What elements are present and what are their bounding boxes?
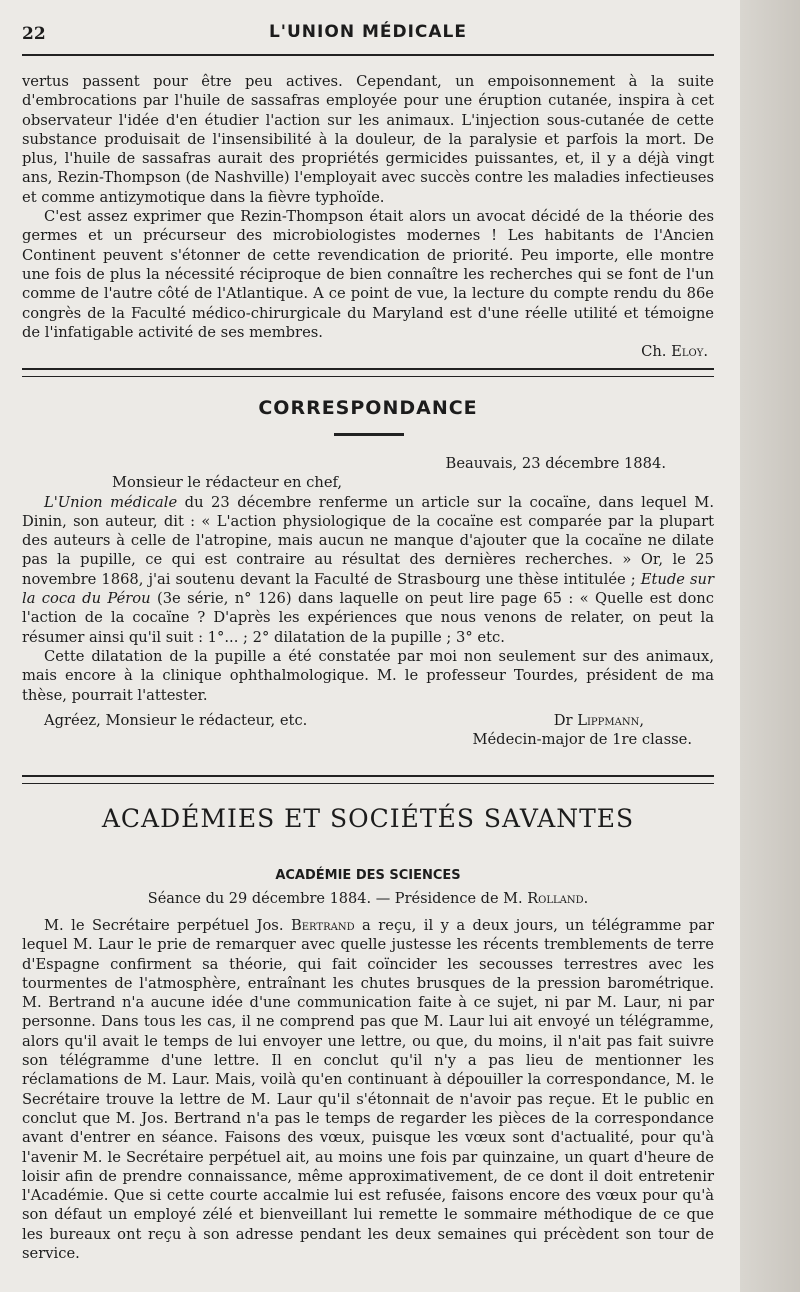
journal-page [22, 0, 714, 1292]
intro-paragraph-1: vertus passent pour être peu actives. Cependant, un empoisonnement à la suite d'embrocations par l'huile de sassafras employée pour une éruption cutanée, inspira à cet observateur l'idée d'en étudier l'action sur les animaux. L'injection sous-cutanée de cette substance produisait de l'insensibilité à la douleur, de la paralysie et parfois la mort. De plus, l'huile de sassafras aurait des propriétés germicides puissantes, et, il y a déjà vingt ans, Rezin-Thompson (de Nashville) l'employait avec succès contre les maladies infectieuses et comme antizymotique dans la fièvre typhoïde. [22, 73, 714, 206]
correspondance-title-rule [334, 433, 404, 436]
section-divider-1 [22, 368, 714, 377]
academies-title: ACADÉMIES ET SOCIÉTÉS SAVANTES [101, 804, 635, 833]
journal-title: L'UNION MÉDICALE [268, 22, 468, 42]
header-rule [22, 54, 714, 56]
correspondance-title: CORRESPONDANCE [258, 397, 478, 419]
section-divider-2 [22, 775, 714, 784]
letter-signature: Dr Lippmann, [553, 711, 644, 729]
academie-paragraph: M. le Secrétaire perpétuel Jos. Bertrand a reçu, il y a deux jours, un télégramme par lequel M. Laur le prie de remarquer avec quelle justesse les récents tremblements de terre d'Espagne confirment sa théorie, qui fait coïncider les secousses terrestres avec les tourmentes de l'atmosphère, entraînant les chutes brusques de la pression barométrique. M. Bertrand n'a aucune idée d'une communication faite à ce sujet, ni par M. Laur, ni par personne. Dans tous les cas, il ne comprend pas que M. Laur lui ait envoyé un télégramme, alors qu'il avait le temps de lui envoyer une lettre, ou que, du moins, il n'ait pas fait suivre son télégramme d'une lettre. Il en conclut qu'il n'y a pas lieu de mentionner les réclamations de M. Laur. Mais, voilà qu'en continuant à dépouiller la correspondance, M. le Secrétaire trouve la lettre de M. Laur qu'il s'étonnait de n'avoir pas reçue. Et le public en conclut que M. Jos. Bertrand n'a pas le temps de regarder les pièces de la correspondance avant d'entrer en séance. Faisons des vœux, puisque les vœux sont d'actualité, pour qu'à l'avenir M. le Secrétaire perpétuel ait, au moins une fois par quinzaine, un quart d'heure de loisir afin de prendre connaissance, même approximativement, de ce dont il doit entretenir l'Académie. Que si cette courte accalmie lui est refusée, faisons encore des vœux pour qu'à son défaut un employé zélé et bienveillant lui remette le sommaire méthodique de ce que les bureaux ont reçu à son adresse pendant les deux semaines qui précèdent son tour de service. [22, 917, 714, 1263]
letter-paragraph-1: L'Union médicale du 23 décembre renferme un article sur la cocaïne, dans lequel M. Dinin, son auteur, dit : « L'action physiologique de la cocaïne est comparée par la plupart des auteurs à celle de l'atropine, mais aucun ne manque d'ajouter que la cocaïne ne dilate pas la pupille, ce qui est contraire au résultat des dernières recherches. » Or, le 25 novembre 1868, j'ai soutenu devant la Faculté de Strasbourg une thèse intitulée ; Etude sur la coca du Pérou (3e série, n° 126) dans laquelle on peut lire page 65 : « Quelle est donc l'action de la cocaïne ? D'après les expériences que nous venons de relater, on peut la résumer ainsi qu'il suit : 1°... ; 2° dilatation de la pupille ; 3° etc. [22, 493, 715, 646]
letter-closing-row [22, 711, 714, 730]
letter-salutation: Monsieur le rédacteur en chef, [112, 474, 343, 492]
page-edge-shadow [740, 0, 800, 1292]
intro-paragraph-2: C'est assez exprimer que Rezin-Thompson était alors un avocat décidé de la théorie des germes et un précurseur des microbiologistes modernes ! Les habitants de l'Ancien Continent peuvent s'étonner de cette revendication de priorité. Peu importe, elle montre une fois de plus la nécessité réciproque de bien connaître les recherches qui se font de l'un comme de l'autre côté de l'Atlantique. A ce point de vue, la lecture du compte rendu du 86e congrès de la Faculté médico-chirurgicale du Maryland est d'une réelle utilité et témoigne de l'infatigable activité de ses membres. [22, 208, 714, 341]
running-header [22, 22, 714, 50]
seance-line: Séance du 29 décembre 1884. — Présidence de M. Rolland. [147, 891, 589, 907]
letter-dateline: Beauvais, 23 décembre 1884. [445, 455, 666, 472]
letter-paragraph-2: Cette dilatation de la pupille a été constatée par moi non seulement sur des animaux, mais encore à la clinique ophthalmologique. M. le professeur Tourdes, président de ma thèse, pourrait l'attester. [22, 647, 714, 704]
letter-signature-rank: Médecin-major de 1re classe. [472, 731, 692, 749]
academie-text [22, 916, 714, 1263]
academie-subtitle: ACADÉMIE DES SCIENCES [275, 868, 461, 883]
letter-closing: Agréez, Monsieur le rédacteur, etc. [44, 711, 308, 729]
page-number: 22 [22, 24, 46, 44]
correspondance-letter [22, 454, 714, 749]
intro-text [22, 72, 714, 361]
intro-signature: Ch. Eloy. [641, 343, 708, 361]
